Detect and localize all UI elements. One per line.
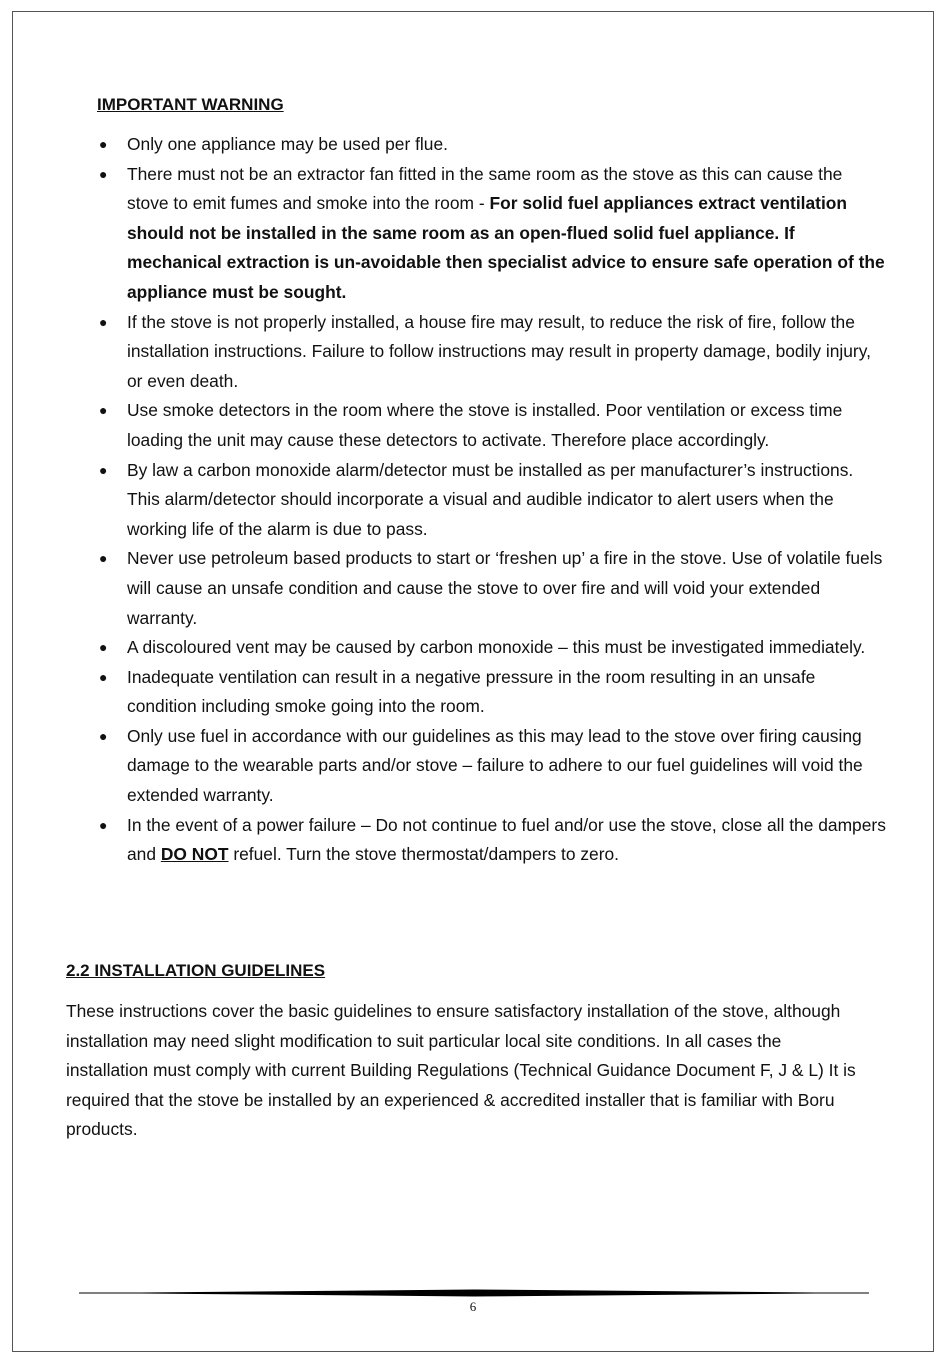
important-warning-heading: IMPORTANT WARNING xyxy=(97,95,284,114)
do-not-emphasis: DO NOT xyxy=(160,844,229,865)
warning-list xyxy=(97,130,887,870)
installation-guidelines-heading: 2.2 INSTALLATION GUIDELINES xyxy=(66,961,326,980)
warning-item-text: A discoloured vent may be caused by carbon monoxide – this must be investigated immediately. xyxy=(127,637,866,658)
warning-item-text: Only use fuel in accordance with our guidelines as this may lead to the stove over firing causing damage to the wearable parts and/or stove – failure to adhere to our fuel guidelines will void the extended warranty. xyxy=(127,725,863,806)
footer-divider xyxy=(79,1289,869,1297)
warning-item xyxy=(97,308,887,397)
warning-item xyxy=(97,130,887,160)
installation-paragraph: These instructions cover the basic guidelines to ensure satisfactory installation of the stove, although installation may need slight modification to suit particular local site conditions. In all cases the installation must comply with current Building Regulations (Technical Guidance Document F, J & L) It is required that the stove be installed by an experienced & accredited installer that is familiar with Boru products. xyxy=(66,1001,856,1140)
warning-item xyxy=(97,722,887,811)
warning-item xyxy=(97,633,887,663)
bullet-icon: ● xyxy=(99,313,108,330)
bullet-icon: ● xyxy=(99,816,108,833)
warning-item xyxy=(97,456,887,545)
document-page xyxy=(12,11,934,1352)
page-number: 6 xyxy=(469,1299,477,1314)
warning-item-text: There must not be an extractor fan fitted in the same room as the stove as this can cause the stove to emit fumes and smoke into the room - xyxy=(127,163,843,214)
bullet-icon: ● xyxy=(99,136,108,152)
warning-item-text: By law a carbon monoxide alarm/detector must be installed as per manufacturer’s instructions. This alarm/detector should incorporate a visual and audible indicator to alert users when the working life of the alarm is due to pass. xyxy=(127,459,854,539)
warning-item-text: Only one appliance may be used per flue. xyxy=(127,134,448,154)
warning-item-text: Use smoke detectors in the room where the stove is installed. Poor ventilation or excess time loading the unit may cause these detectors to activate. Therefore place accordingly. xyxy=(127,400,843,450)
warning-item xyxy=(97,811,887,870)
warning-item-text: Inadequate ventilation can result in a negative pressure in the room resulting in an unsafe condition including smoke going into the room. xyxy=(127,666,816,717)
page-content xyxy=(13,12,933,1351)
warning-item-text: If the stove is not properly installed, a house fire may result, to reduce the risk of fire, follow the installation instructions. Failure to follow instructions may result in property damage, bodily injury, or even death. xyxy=(127,311,871,391)
warning-item-text: Never use petroleum based products to start or ‘freshen up’ a fire in the stove. Use of volatile fuels will cause an unsafe condition and cause the stove to over fire and will void your extended warranty. xyxy=(127,548,883,628)
bullet-icon: ● xyxy=(99,165,108,182)
warning-item-text: In the event of a power failure – Do not continue to fuel and/or use the stove, close all the dampers and xyxy=(127,814,886,865)
warning-item-bold-text: For solid fuel appliances extract ventilation should not be installed in the same room as an open-flued solid fuel appliance. If mechanical extraction is un-avoidable then specialist advice to ensure safe operation of the appliance must be sought. xyxy=(127,193,885,302)
bullet-icon: ● xyxy=(99,461,108,478)
warning-item-tail-text: refuel. Turn the stove thermostat/dampers to zero. xyxy=(228,844,620,865)
bullet-icon: ● xyxy=(99,550,108,567)
warning-item xyxy=(97,160,887,308)
bullet-icon: ● xyxy=(99,639,108,656)
warning-item xyxy=(97,663,887,722)
bullet-icon: ● xyxy=(99,727,108,744)
bullet-icon: ● xyxy=(99,402,108,419)
warning-item xyxy=(97,396,887,455)
warning-item xyxy=(97,544,887,633)
bullet-icon: ● xyxy=(99,668,108,685)
